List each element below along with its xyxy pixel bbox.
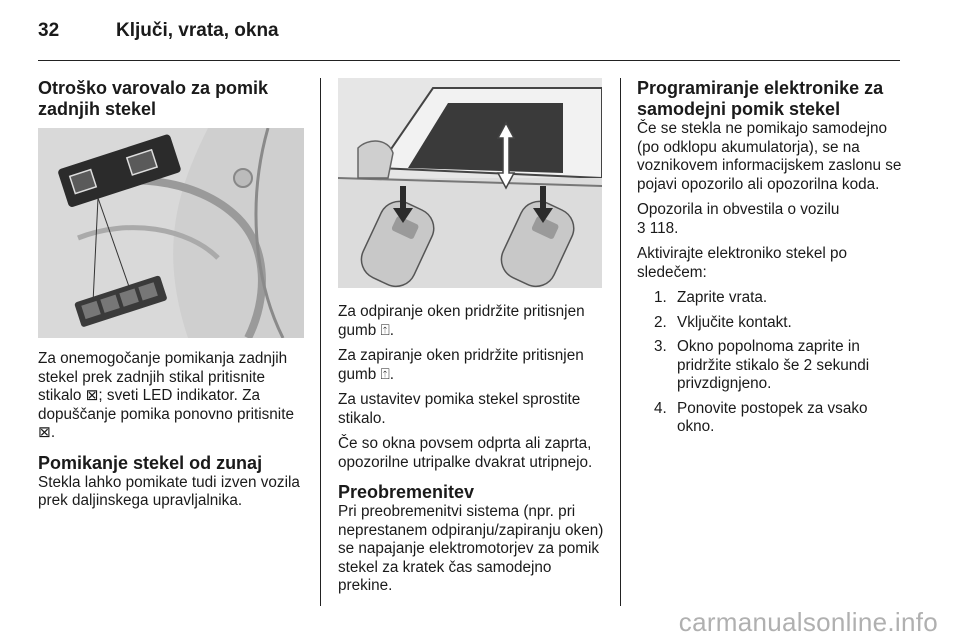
header-divider bbox=[38, 60, 900, 61]
figure-remote-control bbox=[338, 78, 602, 288]
overload-text: Pri preobremenitvi sistema (npr. pri neprestanem odpiranju/zapiranju oken) se napajanje elektromotorjev za pomik stekel za kratek čas samodejno prekine. bbox=[338, 503, 604, 594]
hazard-flash-text: Če so okna povsem odprta ali zaprta, opozorilne utripalke dvakrat utripnejo. bbox=[338, 435, 593, 471]
column-2-body bbox=[338, 303, 604, 603]
programming-intro-text: Če se stekla ne pomikajo samodejno (po odklopu akumulatorja), se na voznikovem informacijskem zaslonu se pojavi opozorilo ali opozorilna koda. bbox=[637, 120, 902, 193]
open-windows-text: Za odpiranje oken pridržite pritisnjen gumb ⍐. bbox=[338, 303, 585, 339]
list-item: 2. Vključite kontakt. bbox=[671, 314, 907, 333]
door-panel-illustration bbox=[38, 128, 304, 338]
section-heading-remote-windows: Pomikanje stekel od zunaj bbox=[38, 452, 263, 473]
activation-steps-list bbox=[637, 289, 907, 437]
page-reference-link[interactable]: 3 118. bbox=[637, 219, 679, 237]
child-lock-text: Za onemogočanje pomikanja zadnjih stekel prek zadnjih stikal pritisnite stikalo ⊠; sveti LED indikator. Za dopuščanje pomika ponovno pritisnite ⊠. bbox=[38, 350, 294, 441]
section-heading-child-lock: Otroško varovalo za pomik zadnjih stekel bbox=[38, 78, 269, 119]
list-item: 1. Zaprite vrata. bbox=[671, 289, 907, 308]
page-number: 32 bbox=[38, 20, 60, 41]
list-item: 4. Ponovite postopek za vsako okno. bbox=[671, 400, 907, 437]
car-window-remote-illustration bbox=[338, 78, 602, 288]
column-3 bbox=[637, 78, 907, 443]
column-1-body bbox=[38, 350, 306, 518]
remote-windows-text: Stekla lahko pomikate tudi izven vozila prek daljinskega upravljalnika. bbox=[38, 473, 300, 509]
column-divider bbox=[620, 78, 621, 606]
section-heading-overload: Preobremenitev bbox=[338, 482, 475, 502]
close-windows-text: Za zapiranje oken pridržite pritisnjen gumb ⍐. bbox=[338, 347, 584, 383]
figure-rear-window-switch bbox=[38, 128, 304, 338]
warnings-reference bbox=[637, 201, 907, 238]
watermark: carmanualsonline.info bbox=[678, 607, 938, 637]
section-heading-programming: Programiranje elektronike za samodejni pomik stekel bbox=[637, 78, 884, 119]
warnings-reference-text: Opozorila in obvestila o vozilu bbox=[637, 201, 840, 218]
page-title: Ključi, vrata, okna bbox=[116, 20, 279, 41]
activation-intro-text: Aktivirajte elektroniko stekel po sledečem: bbox=[637, 245, 848, 281]
column-divider bbox=[320, 78, 321, 606]
stop-windows-text: Za ustavitev pomika stekel sprostite stikalo. bbox=[338, 391, 581, 427]
column-1 bbox=[38, 78, 306, 120]
list-item: 3. Okno popolnoma zaprite in pridržite stikalo še 2 sekundi privzdignjeno. bbox=[671, 338, 907, 394]
